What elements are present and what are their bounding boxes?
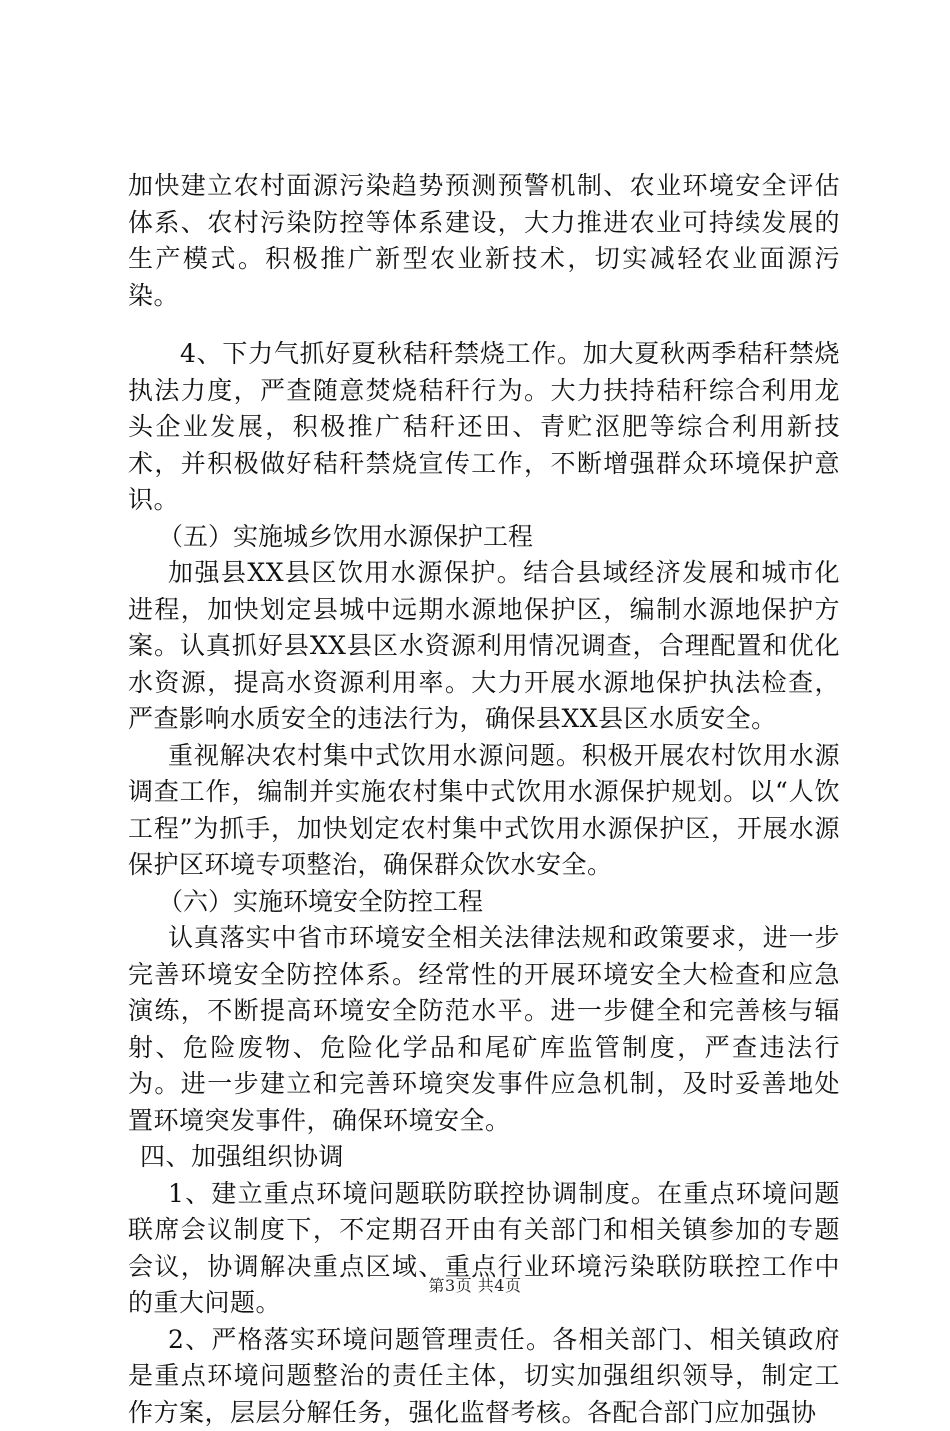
section-heading-environment-safety: （六）实施环境安全防控工程 <box>128 884 840 921</box>
paragraph-environment-safety: 认真落实中省市环境安全相关法律法规和政策要求，进一步完善环境安全防控体系。经常性的开展环境安全大检查和应急演练，不断提高环境安全防范水平。进一步健全和完善核与辐射、危险废物、危险化学品和尾矿库监管制度，严查违法行为。进一步建立和完善环境突发事件应急机制，及时妥善地处置环境突发事件，确保环境安全。 <box>128 920 840 1139</box>
paragraph-county-water-protection: 加强县XX县区饮用水源保护。结合县域经济发展和城市化进程，加快划定县城中远期水源地保护区，编制水源地保护方案。认真抓好县XX县区水资源利用情况调查，合理配置和优化水资源，提高水资源利用率。大力开展水源地保护执法检查，严查影响水质安全的违法行为，确保县XX县区水质安全。 <box>128 555 840 738</box>
paragraph-management-responsibility: 2、严格落实环境问题管理责任。各相关部门、相关镇政府是重点环境问题整治的责任主体，切实加强组织领导，制定工作方案，层层分解任务，强化监督考核。各配合部门应加强协 <box>128 1322 840 1431</box>
paragraph-joint-control: 1、建立重点环境问题联防联控协调制度。在重点环境问题联席会议制度下，不定期召开由有关部门和相关镇参加的专题会议，协调解决重点区域、重点行业环境污染联防联控工作中的重大问题。 <box>128 1176 840 1322</box>
paragraph-rural-water-protection: 重视解决农村集中式饮用水源问题。积极开展农村饮用水源调查工作，编制并实施农村集中式饮用水源保护规划。以“人饮工程”为抓手，加快划定农村集中式饮用水源保护区，开展水源保护区环境专项整治，确保群众饮水安全。 <box>128 738 840 884</box>
document-body <box>128 168 840 1431</box>
paragraph-straw-burning: 4、下力气抓好夏秋秸秆禁烧工作。加大夏秋两季秸秆禁烧执法力度，严查随意焚烧秸秆行为。大力扶持秸秆综合利用龙头企业发展，积极推广秸秆还田、青贮沤肥等综合利用新技术，并积极做好秸秆禁烧宣传工作，不断增强群众环境保护意识。 <box>128 336 840 519</box>
paragraph-agricultural-pollution: 加快建立农村面源污染趋势预测预警机制、农业环境安全评估体系、农村污染防控等体系建设，大力推进农业可持续发展的生产模式。积极推广新型农业新技术，切实减轻农业面源污染。 <box>128 168 840 314</box>
section-heading-water-source: （五）实施城乡饮用水源保护工程 <box>128 519 840 556</box>
section-heading-organization: 四、加强组织协调 <box>128 1139 840 1176</box>
page-footer: 第3页 共4页 <box>0 1273 950 1296</box>
